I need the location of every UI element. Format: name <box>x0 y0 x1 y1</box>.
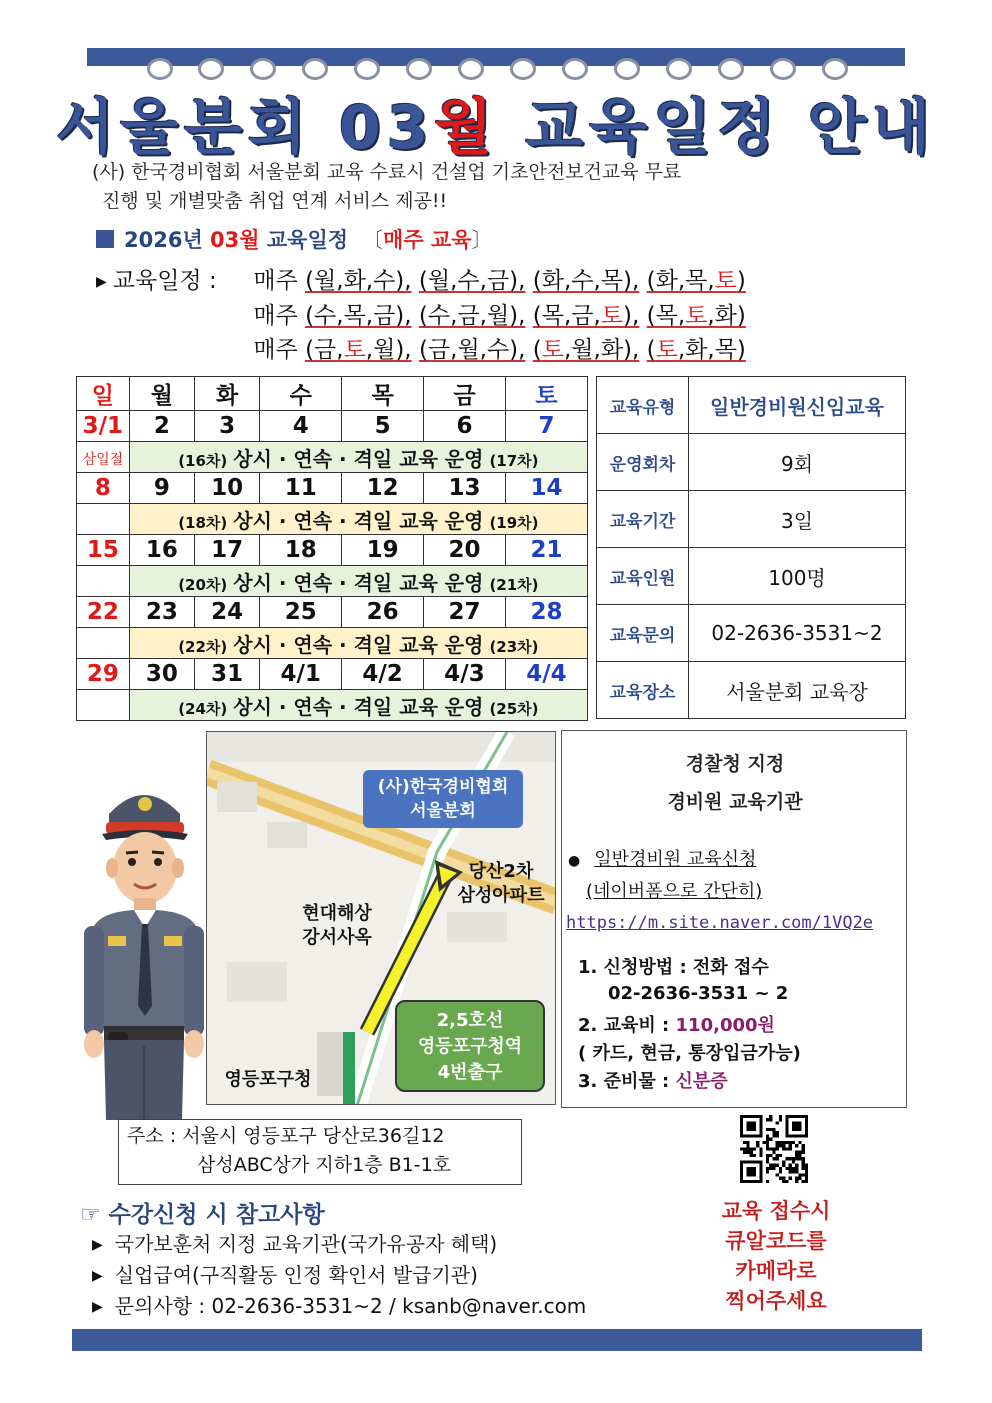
calendar-week-row <box>77 411 588 442</box>
calendar-day: 15 <box>77 535 130 566</box>
band-first-cell <box>77 628 130 659</box>
map-label-dangsan: 당산2차 삼성아파트 <box>457 861 545 906</box>
intro-line: 진행 및 개별맞춤 취업 연계 서비스 제공!! <box>102 190 448 212</box>
session-start: (18차) <box>178 513 228 532</box>
binder-ring-icon <box>562 58 588 80</box>
holiday-label: 삼일절 <box>82 452 124 468</box>
info-value: 서울분회 교육장 <box>689 662 906 719</box>
calendar-band-row <box>77 628 588 659</box>
band-first-cell <box>77 690 130 721</box>
band-first-cell <box>77 442 130 473</box>
binder-ring-icon <box>250 58 276 80</box>
calendar-day: 28 <box>505 597 587 628</box>
session-text: 상시 · 연속 · 격일 교육 운영 <box>233 694 484 719</box>
calendar-day: 20 <box>424 535 506 566</box>
calendar-day: 7 <box>505 411 587 442</box>
calendar-day: 2 <box>129 411 194 442</box>
weekday-header: 금 <box>424 377 506 411</box>
triangle-bullet-icon: ▶ <box>92 1299 103 1315</box>
weekday-header: 월 <box>129 377 194 411</box>
square-bullet-icon <box>96 230 114 248</box>
calendar-week-row <box>77 473 588 504</box>
method-line: 1. 신청방법 : 전화 접수 <box>578 957 769 978</box>
session-text: 상시 · 연속 · 격일 교육 운영 <box>233 570 484 595</box>
weekday-header: 화 <box>195 377 260 411</box>
section-tag: 매주 교육 <box>383 228 472 252</box>
session-band <box>129 442 587 473</box>
security-guard-illustration <box>84 776 204 1120</box>
calendar-day: 27 <box>424 597 506 628</box>
info-value: 9회 <box>689 434 906 491</box>
title-month: 월 <box>434 93 499 163</box>
triangle-bullet-icon: ▶ <box>92 1237 103 1253</box>
calendar-week-row <box>77 597 588 628</box>
session-end: (17차) <box>489 451 539 470</box>
schedule-label: 교육일정 : <box>112 268 217 294</box>
schedule-row: 매주 (수,목,금), (수,금,월), (목,금,토), (목,토,화) <box>253 303 746 329</box>
calendar-day: 25 <box>260 597 342 628</box>
schedule-row: ▶ 교육일정 : 매주 (월,화,수), (월,수,금), (화,수,목), (화,목,토) <box>96 268 746 294</box>
calendar-week-row <box>77 659 588 690</box>
calendar-day: 4/3 <box>424 659 506 690</box>
info-value: 02-2636-3531~2 <box>689 605 906 662</box>
triangle-bullet-icon: ▶ <box>96 274 107 290</box>
session-band <box>129 566 587 597</box>
binder-ring-icon <box>510 58 536 80</box>
calendar-day: 23 <box>129 597 194 628</box>
calendar-day: 9 <box>129 473 194 504</box>
info-table <box>596 376 906 719</box>
map-label-gucheong: 영등포구청 <box>224 1069 312 1090</box>
binder-ring-icon <box>822 58 848 80</box>
intro-text <box>92 158 892 216</box>
session-band <box>129 628 587 659</box>
info-row <box>597 434 906 491</box>
prep-line: 3. 준비물 : 신분증 <box>578 1071 728 1092</box>
calendar-day: 3/1 <box>77 411 130 442</box>
calendar-header-row <box>77 377 588 411</box>
address-line: 주소 : 서울시 영등포구 당산로36길12 <box>127 1125 445 1147</box>
calendar-day: 10 <box>195 473 260 504</box>
session-end: (19차) <box>489 513 539 532</box>
info-row <box>597 491 906 548</box>
phone-line: 02-2636-3531 ~ 2 <box>608 983 789 1004</box>
application-info-box <box>561 730 907 1108</box>
bullet-icon: ● <box>568 853 581 869</box>
info-row <box>597 605 906 662</box>
binder-ring-icon <box>458 58 484 80</box>
calendar-day: 21 <box>505 535 587 566</box>
calendar-day: 8 <box>77 473 130 504</box>
binder-ring-icon <box>666 58 692 80</box>
calendar-day: 18 <box>260 535 342 566</box>
weekday-header: 일 <box>77 377 130 411</box>
box-heading: 경비원 교육기관 <box>667 791 803 813</box>
info-value: 100명 <box>689 548 906 605</box>
calendar-day: 13 <box>424 473 506 504</box>
binder-ring-icon <box>614 58 640 80</box>
info-value: 일반경비원신임교육 <box>689 377 906 434</box>
calendar-day: 3 <box>195 411 260 442</box>
session-band <box>129 504 587 535</box>
weekday-header: 수 <box>260 377 342 411</box>
apply-item: ● 일반경비원 교육신청 <box>568 849 757 870</box>
binder-ring-icon <box>718 58 744 80</box>
schedule-row: 매주 (금,토,월), (금,월,수), (토,월,화), (토,화,목) <box>253 337 746 363</box>
weekday-header: 토 <box>505 377 587 411</box>
calendar-day: 6 <box>424 411 506 442</box>
qr-message: 교육 접수시 큐알코드를 카메라로 찍어주세요 <box>721 1199 831 1313</box>
address-line: 삼성ABC상가 지하1층 B1-1호 <box>197 1154 452 1176</box>
note-item: ▶ 국가보훈처 지정 교육기관(국가유공자 혜택) <box>92 1232 498 1256</box>
band-first-cell <box>77 566 130 597</box>
page-title: 서울분회 03월 교육일정 안내 <box>56 93 936 163</box>
calendar-day: 11 <box>260 473 342 504</box>
session-start: (16차) <box>178 451 228 470</box>
qr-code-icon[interactable] <box>740 1115 808 1183</box>
calendar-band-row <box>77 504 588 535</box>
session-end: (25차) <box>489 699 539 718</box>
address-box <box>118 1119 522 1185</box>
calendar-day: 4/2 <box>342 659 424 690</box>
map-station-box: 2,5호선 영등포구청역 4번출구 <box>395 1000 545 1092</box>
calendar-day: 29 <box>77 659 130 690</box>
calendar-day: 17 <box>195 535 260 566</box>
calendar-day: 30 <box>129 659 194 690</box>
notes-heading: ☞ 수강신청 시 참고사항 <box>80 1202 325 1228</box>
calendar-day: 24 <box>195 597 260 628</box>
box-heading: 경찰청 지정 <box>685 753 785 775</box>
session-start: (20차) <box>178 575 228 594</box>
binder-ring-icon <box>406 58 432 80</box>
calendar-day: 4/1 <box>260 659 342 690</box>
calendar-day: 4/4 <box>505 659 587 690</box>
info-key: 교육유형 <box>597 377 689 434</box>
apply-link[interactable]: https://m.site.naver.com/1VQ2e <box>566 913 874 933</box>
calendar-band-row <box>77 566 588 597</box>
info-key: 교육문의 <box>597 605 689 662</box>
section-heading: 2026년 03월 교육일정 〔매주 교육〕 <box>96 224 493 254</box>
info-key: 운영회차 <box>597 434 689 491</box>
calendar-day: 19 <box>342 535 424 566</box>
info-key: 교육기간 <box>597 491 689 548</box>
calendar-day: 5 <box>342 411 424 442</box>
map-callout-association: (사)한국경비협회 서울분회 <box>363 770 523 828</box>
bottom-bar <box>72 1329 922 1351</box>
calendar-day: 14 <box>505 473 587 504</box>
info-value: 3일 <box>689 491 906 548</box>
calendar-day: 26 <box>342 597 424 628</box>
calendar-day: 4 <box>260 411 342 442</box>
session-start: (24차) <box>178 699 228 718</box>
schedule-block <box>96 264 746 367</box>
calendar-day: 22 <box>77 597 130 628</box>
location-map <box>206 731 556 1105</box>
binder-ring-icon <box>198 58 224 80</box>
map-label-hyundai: 현대해상 강서사옥 <box>302 903 372 948</box>
session-end: (23차) <box>489 637 539 656</box>
calendar-day: 12 <box>342 473 424 504</box>
note-item: ▶ 문의사항 : 02-2636-3531~2 / ksanb@naver.com <box>92 1294 587 1318</box>
apply-sub: (네이버폼으로 간단히) <box>586 881 763 902</box>
binder-ring-icon <box>147 58 173 80</box>
note-item: ▶ 실업급여(구직활동 인정 확인서 발급기관) <box>92 1263 478 1287</box>
calendar-band-row <box>77 442 588 473</box>
payment-line: ( 카드, 현금, 통장입금가능) <box>578 1043 801 1064</box>
triangle-bullet-icon: ▶ <box>92 1268 103 1284</box>
session-text: 상시 · 연속 · 격일 교육 운영 <box>233 508 484 533</box>
notes-section <box>80 1196 586 1322</box>
weekday-header: 목 <box>342 377 424 411</box>
session-end: (21차) <box>489 575 539 594</box>
calendar-band-row <box>77 690 588 721</box>
session-band <box>129 690 587 721</box>
calendar-day: 31 <box>195 659 260 690</box>
calendar-table <box>76 376 588 721</box>
fee-line: 2. 교육비 : 110,000원 <box>578 1015 775 1036</box>
binder-ring-icon <box>770 58 796 80</box>
session-text: 상시 · 연속 · 격일 교육 운영 <box>233 446 484 471</box>
info-key: 교육인원 <box>597 548 689 605</box>
binder-ring-icon <box>302 58 328 80</box>
binder-ring-icon <box>354 58 380 80</box>
calendar-day: 16 <box>129 535 194 566</box>
session-start: (22차) <box>178 637 228 656</box>
session-text: 상시 · 연속 · 격일 교육 운영 <box>233 632 484 657</box>
info-key: 교육장소 <box>597 662 689 719</box>
intro-line: (사) 한국경비협회 서울분회 교육 수료시 건설업 기초안전보건교육 무료 <box>92 161 682 183</box>
info-row <box>597 548 906 605</box>
band-first-cell <box>77 504 130 535</box>
info-row <box>597 662 906 719</box>
calendar-week-row <box>77 535 588 566</box>
info-row <box>597 377 906 434</box>
